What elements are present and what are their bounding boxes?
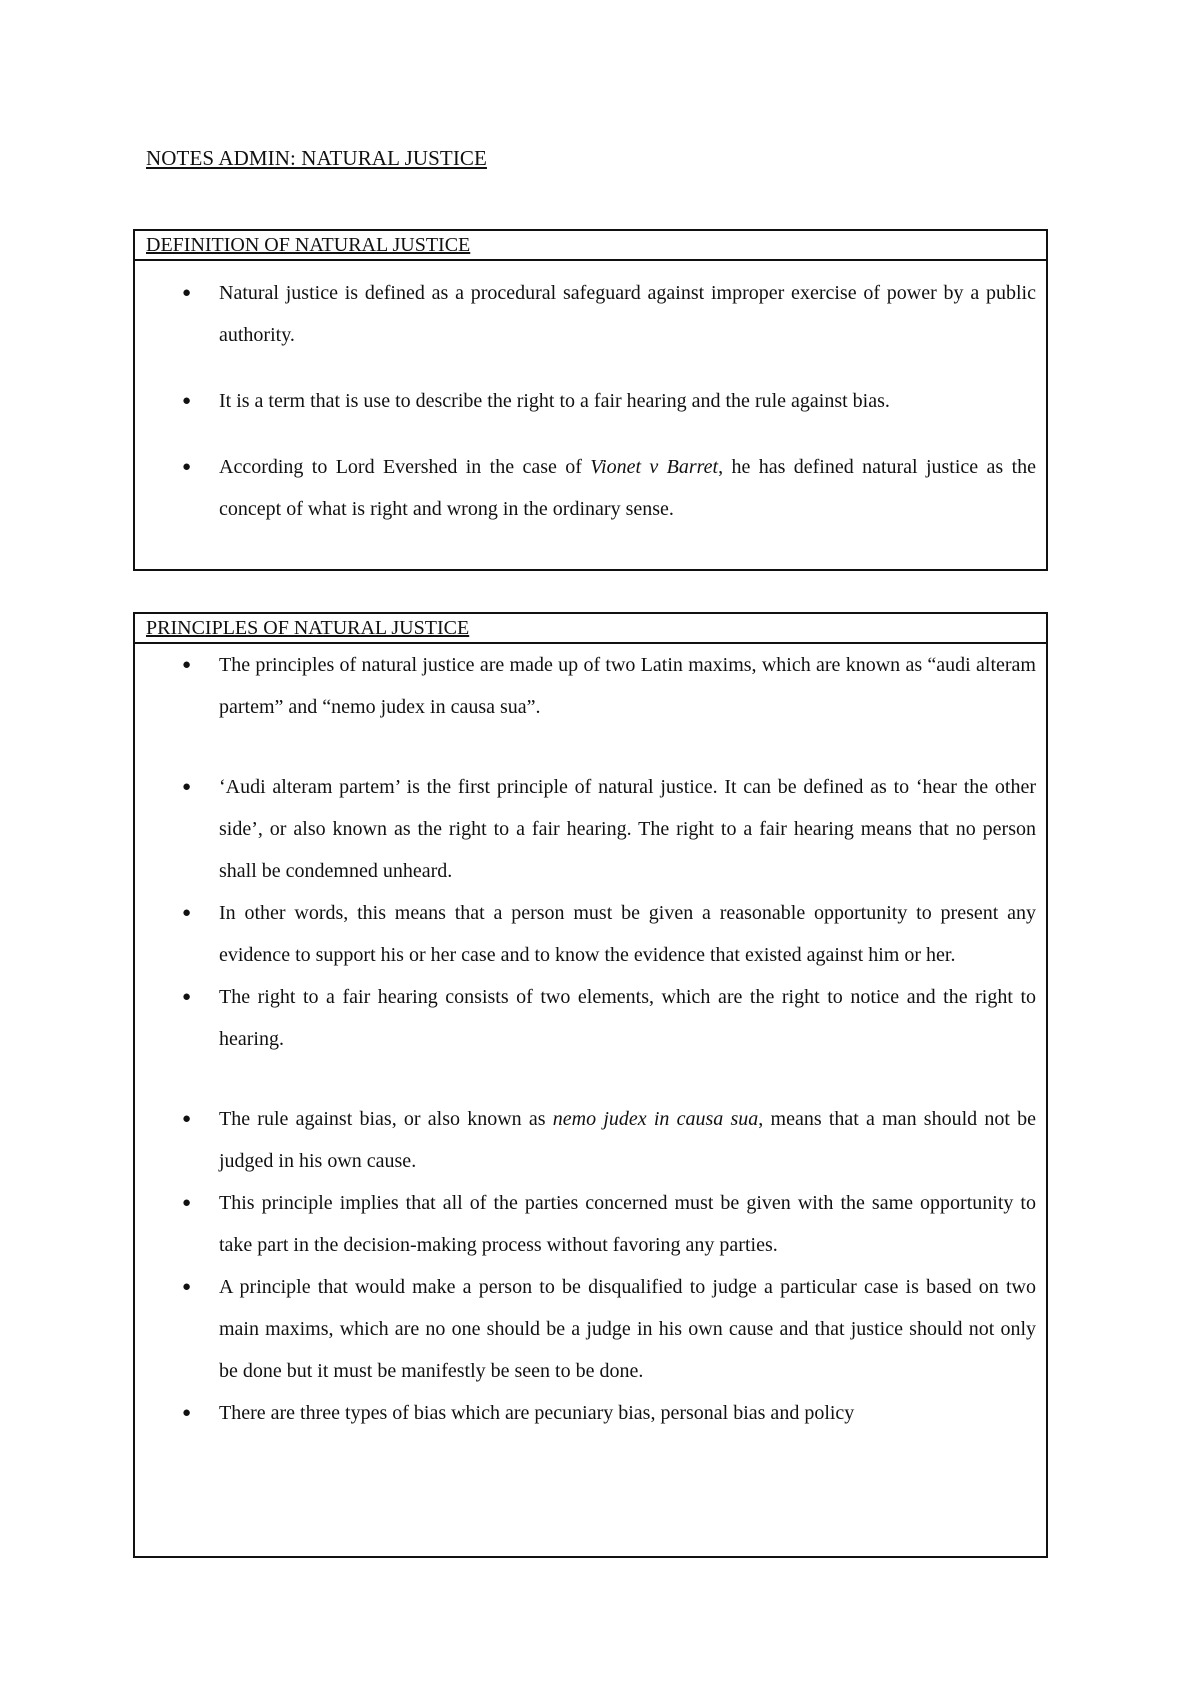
list-item [135, 1098, 1046, 1182]
item-text: ‘Audi alteram partem’ is the first principle of natural justice. It can be defined as to ‘hear the other side’, or also known as the right to a fair hearing. The right to a fair hearing means that no person shall be condemned unheard. [219, 776, 1036, 882]
principles-heading: PRINCIPLES OF NATURAL JUSTICE [135, 614, 1046, 644]
definition-box [133, 229, 1048, 571]
list-item [135, 1392, 1046, 1434]
bullet-icon: ● [182, 905, 192, 921]
bullet-icon: ● [182, 1111, 192, 1127]
item-text: This principle implies that all of the parties concerned must be given with the same opportunity to take part in the decision-making process without favoring any parties. [219, 1192, 1036, 1256]
definition-heading: DEFINITION OF NATURAL JUSTICE [135, 231, 1046, 261]
bullet-icon: ● [182, 393, 192, 409]
list-item [135, 644, 1046, 728]
bullet-icon: ● [182, 989, 192, 1005]
list-item [135, 892, 1046, 976]
item-text-part: , means that a man should not be judged in his own cause. [219, 1108, 1036, 1172]
bullet-icon: ● [182, 1195, 192, 1211]
list-item [135, 380, 1046, 422]
list-item [135, 1182, 1046, 1266]
bullet-icon: ● [182, 285, 192, 301]
item-text: The principles of natural justice are made up of two Latin maxims, which are known as “audi alteram partem” and “nemo judex in causa sua”. [219, 654, 1036, 718]
list-item [135, 1266, 1046, 1392]
principles-list [135, 644, 1046, 1434]
principles-box [133, 612, 1048, 1558]
item-text: Natural justice is defined as a procedural safeguard against improper exercise of power by a public authority. [219, 282, 1036, 346]
list-item [135, 766, 1046, 892]
bullet-icon: ● [182, 1405, 192, 1421]
list-item [135, 976, 1046, 1060]
bullet-icon: ● [182, 459, 192, 475]
item-text-part: According to Lord Evershed in the case of [219, 456, 591, 478]
bullet-icon: ● [182, 1279, 192, 1295]
definition-list [135, 261, 1046, 530]
case-name: Vionet v Barret [590, 456, 719, 478]
item-text: A principle that would make a person to be disqualified to judge a particular case is based on two main maxims, which are no one should be a judge in his own cause and that justice should not only be done but it must be manifestly be seen to be done. [219, 1276, 1036, 1382]
item-text: It is a term that is use to describe the right to a fair hearing and the rule against bias. [219, 390, 890, 412]
list-item [135, 272, 1046, 356]
item-text: In other words, this means that a person must be given a reasonable opportunity to present any evidence to support his or her case and to know the evidence that existed against him or her. [219, 902, 1036, 966]
page-title: NOTES ADMIN: NATURAL JUSTICE [146, 146, 487, 170]
maxim-name: nemo judex in causa sua [552, 1108, 759, 1130]
bullet-icon: ● [182, 657, 192, 673]
bullet-icon: ● [182, 779, 192, 795]
item-text: The right to a fair hearing consists of two elements, which are the right to notice and the right to hearing. [219, 986, 1036, 1050]
item-text-part: , he has defined natural justice as the concept of what is right and wrong in the ordinary sense. [219, 456, 1037, 520]
item-text: There are three types of bias which are pecuniary bias, personal bias and policy [219, 1402, 855, 1424]
list-item [135, 446, 1046, 530]
item-text-part: The rule against bias, or also known as [219, 1108, 553, 1130]
